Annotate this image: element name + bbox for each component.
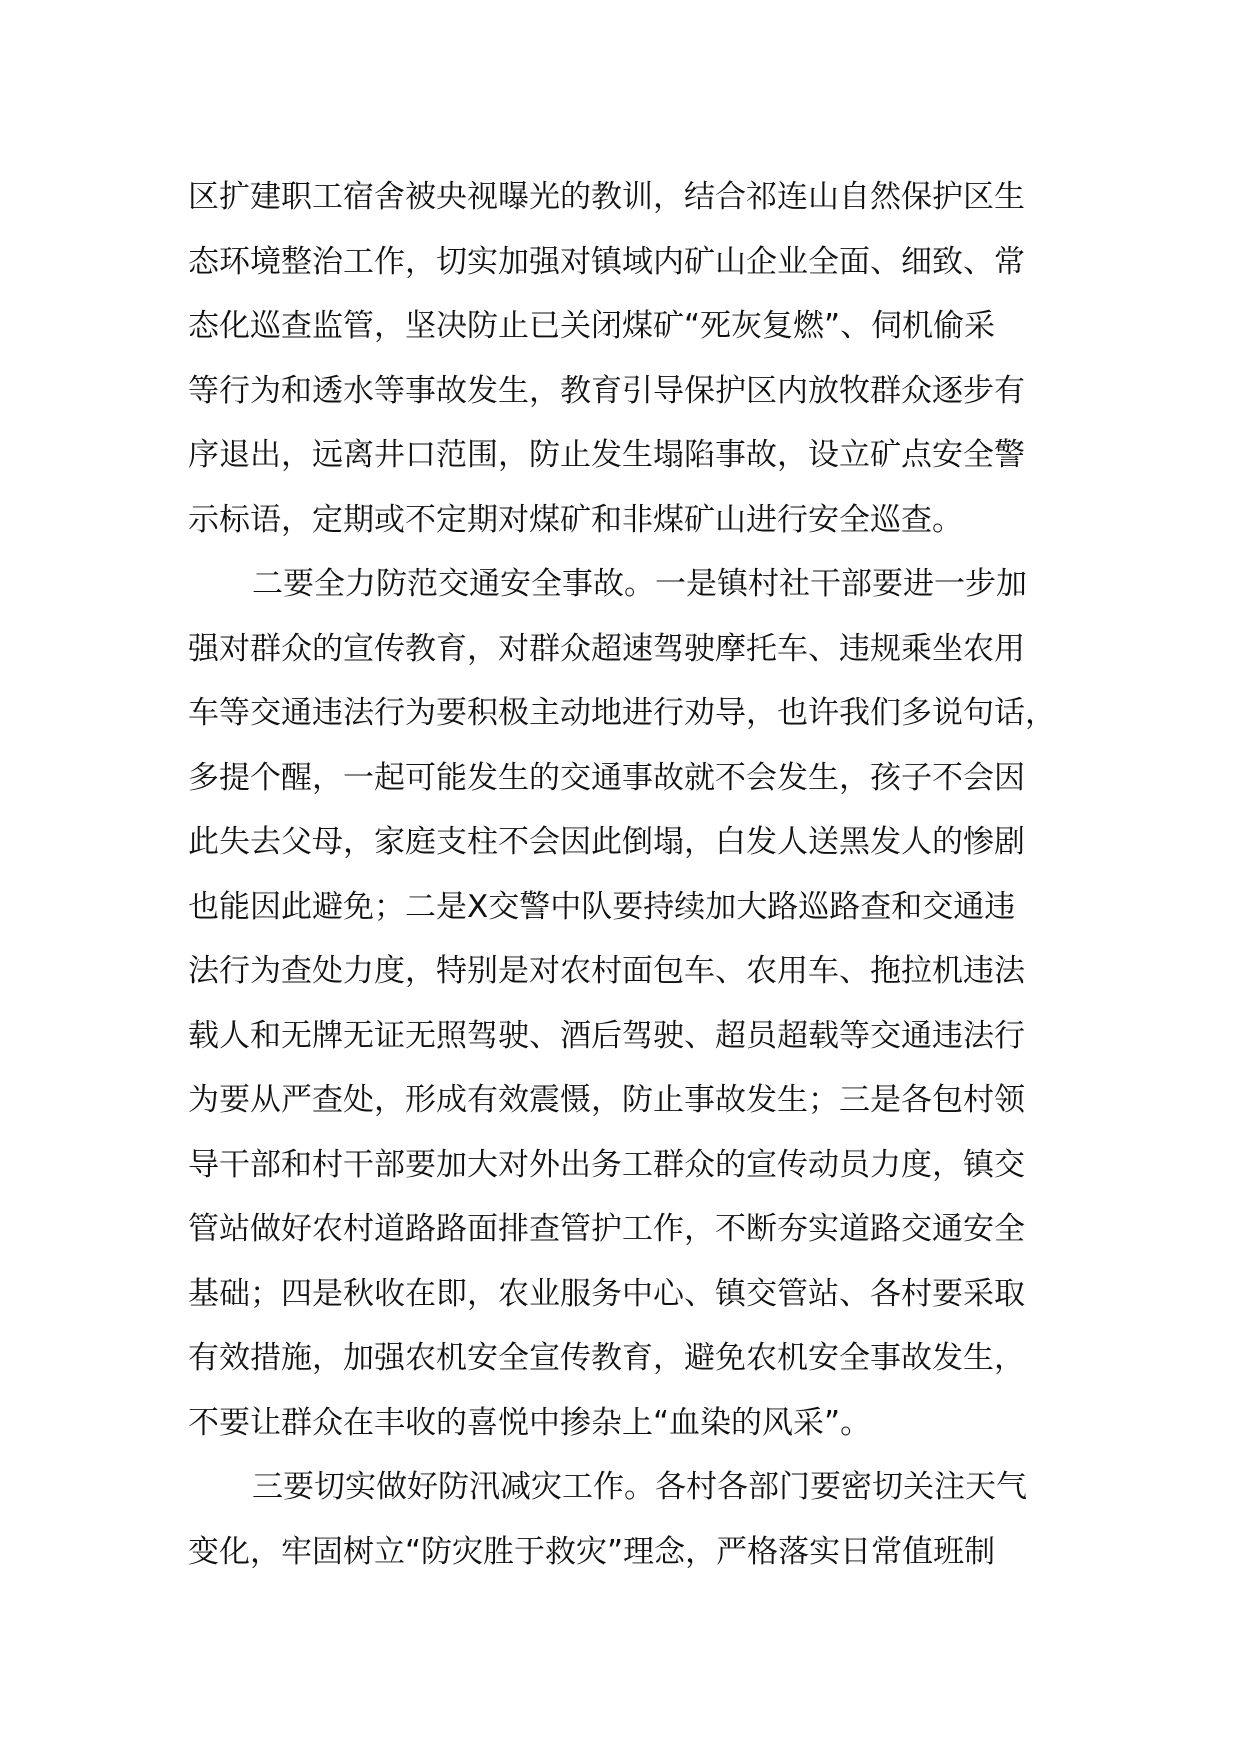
document-body: [188, 165, 1078, 1584]
text-line: 也能因此避免；二是X交警中队要持续加大路巡路查和交通违: [188, 888, 1016, 925]
text-line: 不要让群众在丰收的喜悦中掺杂上“血染的风采”。: [188, 1404, 872, 1441]
text-line: 为要从严查处，形成有效震慑，防止事故发生；三是各包村领: [188, 1082, 1025, 1118]
text-line: 三要切实做好防汛减灾工作。各村各部门要密切关注天气: [252, 1469, 1027, 1505]
text-line: 区扩建职工宿舍被央视曝光的教训，结合祁连山自然保护区生: [188, 179, 1025, 215]
text-line: 基础；四是秋收在即，农业服务中心、镇交管站、各村要采取: [188, 1275, 1025, 1312]
text-line: 态环境整治工作，切实加强对镇域内矿山企业全面、细致、常: [188, 243, 1025, 280]
text-line: 序退出，远离井口范围，防止发生塌陷事故，设立矿点安全警: [188, 437, 1025, 473]
text-line: 法行为查处力度，特别是对农村面包车、农用车、拖拉机违法: [188, 953, 1025, 989]
text-line: 示标语，定期或不定期对煤矿和非煤矿山进行安全巡查。: [188, 501, 963, 538]
text-line: 管站做好农村道路路面排查管护工作，不断夯实道路交通安全: [188, 1211, 1025, 1247]
paragraph-flood-prevention: [188, 1455, 1078, 1584]
paragraph-mine-safety: [188, 165, 1078, 552]
text-line: 导干部和村干部要加大对外出务工群众的宣传动员力度，镇交: [188, 1146, 1025, 1183]
text-line: 等行为和透水等事故发生，教育引导保护区内放牧群众逐步有: [188, 372, 1025, 409]
text-line: 此失去父母，家庭支柱不会因此倒塌，白发人送黑发人的惨剧: [188, 824, 1025, 860]
text-line: 载人和无牌无证无照驾驶、酒后驾驶、超员超载等交通违法行: [188, 1017, 1025, 1054]
text-line: 有效措施，加强农机安全宣传教育，避免农机安全事故发生，: [188, 1340, 1025, 1376]
text-line: 强对群众的宣传教育，对群众超速驾驶摩托车、违规乘坐农用: [188, 630, 1025, 667]
text-line: 车等交通违法行为要积极主动地进行劝导，也许我们多说句话，: [188, 695, 1056, 731]
text-line: 多提个醒，一起可能发生的交通事故就不会发生，孩子不会因: [188, 759, 1025, 796]
paragraph-traffic-safety: [188, 552, 1078, 1455]
text-line: 态化巡查监管，坚决防止已关闭煤矿“死灰复燃”、伺机偷采: [188, 308, 996, 344]
text-line: 二要全力防范交通安全事故。一是镇村社干部要进一步加: [252, 566, 1027, 602]
text-line: 变化，牢固树立“防灾胜于救灾”理念，严格落实日常值班制: [188, 1533, 996, 1570]
